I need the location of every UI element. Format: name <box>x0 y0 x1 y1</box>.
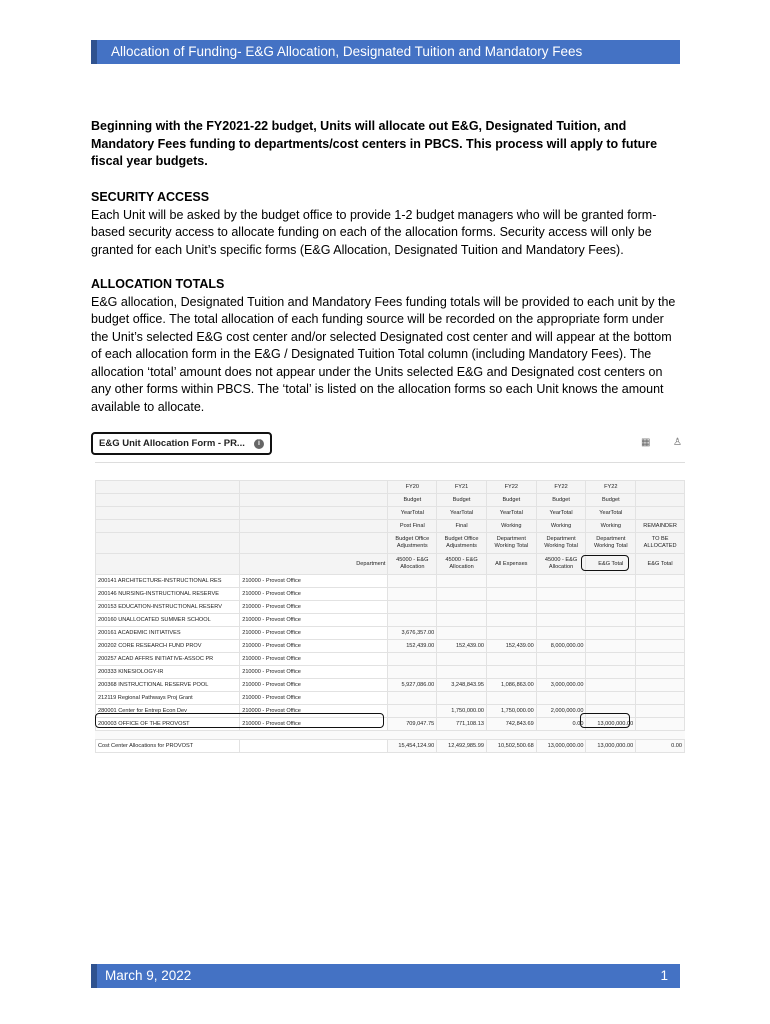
grid-header-cell: Budget <box>437 494 487 507</box>
table-row <box>96 640 685 653</box>
amount-cell[interactable] <box>636 588 685 601</box>
grid-header-row <box>96 533 685 554</box>
cost-center-cell: 200153 EDUCATION-INSTRUCTIONAL RESERV <box>96 601 240 614</box>
amount-cell[interactable] <box>486 575 536 588</box>
grid-header-cell: Final <box>437 520 487 533</box>
total-amount: 0.00 <box>636 740 685 753</box>
grid-header-cell: Budget <box>388 494 437 507</box>
grid-header-cell: Department <box>240 554 388 575</box>
total-row <box>96 740 685 753</box>
grid-header-cell: FY20 <box>388 481 437 494</box>
table-row <box>96 692 685 705</box>
amount-cell[interactable] <box>636 627 685 640</box>
grid-header-cell: Post Final <box>388 520 437 533</box>
grid-header-cell <box>240 507 388 520</box>
grid-header-cell: Working <box>536 520 586 533</box>
header-title: Allocation of Funding- E&G Allocation, Designated Tuition and Mandatory Fees <box>111 44 583 59</box>
department-cell: 210000 - Provost Office <box>240 627 388 640</box>
amount-cell[interactable] <box>636 640 685 653</box>
grid-header-cell: Budget <box>586 494 636 507</box>
department-cell: 210000 - Provost Office <box>240 588 388 601</box>
spacer-cell <box>536 731 586 740</box>
intro-paragraph: Beginning with the FY2021-22 budget, Units will allocate out E&G, Designated Tuition, and Mandatory Fees funding to departments/cost centers in PBCS. This process will apply to future fiscal year budgets. <box>91 119 658 168</box>
amount-cell[interactable] <box>486 653 536 666</box>
amount-cell[interactable] <box>486 601 536 614</box>
amount-cell[interactable] <box>536 666 586 679</box>
amount-cell[interactable]: 152,439.00 <box>486 640 536 653</box>
table-row <box>96 666 685 679</box>
department-cell: 210000 - Provost Office <box>240 601 388 614</box>
department-cell: 210000 - Provost Office <box>240 679 388 692</box>
form-screenshot <box>91 430 686 760</box>
amount-cell[interactable] <box>636 653 685 666</box>
amount-cell[interactable]: 742,843.69 <box>486 718 536 731</box>
amount-cell[interactable]: 0.00 <box>536 718 586 731</box>
cost-center-cell: 200257 ACAD AFFRS INITIATIVE-ASSOC PR <box>96 653 240 666</box>
grid-header-cell: Working <box>586 520 636 533</box>
amount-cell[interactable] <box>586 705 636 718</box>
amount-cell[interactable] <box>536 575 586 588</box>
grid-header-cell <box>96 520 240 533</box>
section-heading: ALLOCATION TOTALS <box>91 277 225 291</box>
amount-cell[interactable] <box>536 653 586 666</box>
amount-cell[interactable] <box>486 692 536 705</box>
cost-center-cell: 212119 Regional Pathways Proj Grant <box>96 692 240 705</box>
cost-center-cell: 280001 Center for Entrep Econ Dev <box>96 705 240 718</box>
department-cell: 210000 - Provost Office <box>240 705 388 718</box>
grid-header-cell: Department Working Total <box>586 533 636 554</box>
grid-spacer <box>96 731 685 740</box>
amount-cell[interactable] <box>437 588 487 601</box>
amount-cell[interactable] <box>486 588 536 601</box>
grid-header-cell: Working <box>486 520 536 533</box>
grid-header-cell: FY22 <box>586 481 636 494</box>
section-text: E&G allocation, Designated Tuition and Mandatory Fees funding totals will be provided to each unit by the budget office. The total allocation of each funding source will be recorded on the appropriate form under the Unit’s selected E&G cost center and/or selected Designated cost center and will appear at the bottom of each allocation form in the E&G / Designated Tuition Total column (including Mandatory Fees). The allocation ‘total’ amount does not appear under the Units selected E&G and Designated cost centers on any other forms within PBCS. The ‘total’ is listed on the allocation forms so each Unit knows the amount available to allocate. <box>91 294 676 414</box>
amount-cell[interactable] <box>586 575 636 588</box>
grid-header-cell <box>96 494 240 507</box>
amount-cell[interactable] <box>636 705 685 718</box>
amount-cell[interactable]: 3,676,357.00 <box>388 627 437 640</box>
amount-cell[interactable] <box>388 653 437 666</box>
grid-header-cell: FY22 <box>486 481 536 494</box>
grid-header-cell <box>240 494 388 507</box>
department-cell: 210000 - Provost Office <box>240 614 388 627</box>
spacer-cell <box>240 731 388 740</box>
total-amount: 15,454,124.90 <box>388 740 437 753</box>
amount-cell[interactable] <box>536 588 586 601</box>
grid-header-cell <box>240 481 388 494</box>
department-cell: 210000 - Provost Office <box>240 666 388 679</box>
amount-cell[interactable]: 5,927,086.00 <box>388 679 437 692</box>
spacer-cell <box>96 731 240 740</box>
spacer-cell <box>437 731 487 740</box>
amount-cell[interactable]: 1,750,000.00 <box>486 705 536 718</box>
total-amount: 12,492,985.99 <box>437 740 487 753</box>
amount-cell[interactable] <box>536 614 586 627</box>
amount-cell[interactable]: 13,000,000.00 <box>586 718 636 731</box>
department-cell: 210000 - Provost Office <box>240 653 388 666</box>
amount-cell[interactable]: 2,000,000.00 <box>536 705 586 718</box>
amount-cell[interactable] <box>388 575 437 588</box>
grid-header-cell <box>636 481 685 494</box>
grid-header-cell: YearTotal <box>586 507 636 520</box>
table-row <box>96 679 685 692</box>
grid-header-row <box>96 520 685 533</box>
section-text: Each Unit will be asked by the budget office to provide 1-2 budget managers who will be granted form-based security access to allocate funding on each of the allocation forms. Security access will only be granted for each Unit’s specific forms (E&G Allocation, Designated Tuition and Mandatory Fees). <box>91 207 657 257</box>
grid-header-cell: YearTotal <box>536 507 586 520</box>
grid-header-cell: Budget Office Adjustments <box>437 533 487 554</box>
footer-date: March 9, 2022 <box>105 968 192 983</box>
amount-cell[interactable] <box>388 601 437 614</box>
table-row <box>96 614 685 627</box>
grid-header-cell <box>96 507 240 520</box>
total-label: Cost Center Allocations for PROVOST <box>96 740 240 753</box>
amount-cell[interactable] <box>388 692 437 705</box>
amount-cell[interactable] <box>636 718 685 731</box>
table-row <box>96 575 685 588</box>
amount-cell[interactable] <box>586 679 636 692</box>
grid-header-cell: E&G Total <box>586 554 636 575</box>
table-row <box>96 718 685 731</box>
allocation-totals-section <box>91 276 680 416</box>
amount-cell[interactable]: 8,000,000.00 <box>536 640 586 653</box>
amount-cell[interactable] <box>536 601 586 614</box>
grid-header-cell: All Expenses <box>486 554 536 575</box>
amount-cell[interactable] <box>388 705 437 718</box>
amount-cell[interactable]: 709,047.75 <box>388 718 437 731</box>
spacer-cell <box>586 731 636 740</box>
grid-header-cell: Department Working Total <box>486 533 536 554</box>
amount-cell[interactable]: 1,750,000.00 <box>437 705 487 718</box>
table-row <box>96 601 685 614</box>
grid-header-row <box>96 554 685 575</box>
grid-header-cell: FY22 <box>536 481 586 494</box>
amount-cell[interactable] <box>586 588 636 601</box>
department-cell: 210000 - Provost Office <box>240 640 388 653</box>
form-title[interactable] <box>91 432 272 455</box>
grid-header-cell <box>240 520 388 533</box>
grid-header-cell: Budget <box>536 494 586 507</box>
amount-cell[interactable] <box>486 614 536 627</box>
grid-header-cell <box>636 494 685 507</box>
amount-cell[interactable] <box>437 653 487 666</box>
total-amount <box>240 740 388 753</box>
grid-header-cell: 45000 - E&G Allocation <box>388 554 437 575</box>
amount-cell[interactable] <box>586 640 636 653</box>
person-icon[interactable]: ♙ <box>673 437 682 448</box>
amount-cell[interactable] <box>586 666 636 679</box>
divider <box>95 462 685 463</box>
grid-header-cell: 45000 - E&G Allocation <box>437 554 487 575</box>
table-row <box>96 705 685 718</box>
grid-header-cell: YearTotal <box>388 507 437 520</box>
grid-header-cell <box>96 481 240 494</box>
amount-cell[interactable] <box>636 614 685 627</box>
amount-cell[interactable] <box>636 666 685 679</box>
amount-cell[interactable] <box>636 679 685 692</box>
spacer-cell <box>388 731 437 740</box>
cost-center-cell: 200160 UNALLOCATED SUMMER SCHOOL <box>96 614 240 627</box>
grid-header-cell: 45000 - E&G Allocation <box>536 554 586 575</box>
amount-cell[interactable] <box>486 666 536 679</box>
grid-header-cell: FY21 <box>437 481 487 494</box>
page-number: 1 <box>660 968 668 983</box>
grid-header-row <box>96 481 685 494</box>
grid-header-cell <box>96 533 240 554</box>
grid-options-icon[interactable]: ▦ <box>641 437 651 448</box>
grid-header-cell <box>636 507 685 520</box>
section-heading: SECURITY ACCESS <box>91 190 210 204</box>
amount-cell[interactable] <box>437 614 487 627</box>
amount-cell[interactable] <box>586 627 636 640</box>
cost-center-cell: 200368 INSTRUCTIONAL RESERVE POOL <box>96 679 240 692</box>
grid-header-cell: E&G Total <box>636 554 685 575</box>
cost-center-cell: 200202 CORE RESEARCH FUND PROV <box>96 640 240 653</box>
department-cell: 210000 - Provost Office <box>240 718 388 731</box>
grid-header-cell: Department Working Total <box>536 533 586 554</box>
table-row <box>96 588 685 601</box>
amount-cell[interactable] <box>636 692 685 705</box>
grid-header-row <box>96 507 685 520</box>
page-header <box>91 40 680 64</box>
amount-cell[interactable] <box>437 692 487 705</box>
total-amount: 10,502,500.68 <box>486 740 536 753</box>
grid-header-cell: Budget Office Adjustments <box>388 533 437 554</box>
cost-center-cell: 200333 KINESIOLOGY-IR <box>96 666 240 679</box>
amount-cell[interactable] <box>388 588 437 601</box>
spacer-cell <box>486 731 536 740</box>
table-row <box>96 627 685 640</box>
department-cell: 210000 - Provost Office <box>240 692 388 705</box>
amount-cell[interactable] <box>388 666 437 679</box>
cost-center-cell: 200003 OFFICE OF THE PROVOST <box>96 718 240 731</box>
total-amount: 13,000,000.00 <box>586 740 636 753</box>
security-access-section <box>91 189 680 259</box>
grid-header-cell: REMAINDER <box>636 520 685 533</box>
amount-cell[interactable] <box>437 575 487 588</box>
amount-cell[interactable] <box>437 666 487 679</box>
amount-cell[interactable]: 152,439.00 <box>437 640 487 653</box>
amount-cell[interactable]: 771,108.13 <box>437 718 487 731</box>
info-icon[interactable]: i <box>254 439 264 449</box>
page-footer <box>91 964 680 988</box>
amount-cell[interactable] <box>437 627 487 640</box>
amount-cell[interactable] <box>586 614 636 627</box>
grid-header-cell <box>240 533 388 554</box>
form-title-text: E&G Unit Allocation Form - PR... <box>99 438 245 449</box>
grid-header-row <box>96 494 685 507</box>
amount-cell[interactable] <box>388 614 437 627</box>
amount-cell[interactable]: 1,086,863.00 <box>486 679 536 692</box>
amount-cell[interactable] <box>437 601 487 614</box>
amount-cell[interactable] <box>536 627 586 640</box>
grid-header-cell: Budget <box>486 494 536 507</box>
cost-center-cell: 200161 ACADEMIC INITIATIVES <box>96 627 240 640</box>
amount-cell[interactable] <box>486 627 536 640</box>
grid-header-cell: TO BE ALLOCATED <box>636 533 685 554</box>
grid-header-cell: YearTotal <box>486 507 536 520</box>
amount-cell[interactable]: 152,439.00 <box>388 640 437 653</box>
cost-center-cell: 200141 ARCHITECTURE-INSTRUCTIONAL RES <box>96 575 240 588</box>
amount-cell[interactable]: 3,248,843.95 <box>437 679 487 692</box>
amount-cell[interactable]: 3,000,000.00 <box>536 679 586 692</box>
spacer-cell <box>636 731 685 740</box>
cost-center-cell: 200146 NURSING-INSTRUCTIONAL RESERVE <box>96 588 240 601</box>
grid-header-cell <box>96 554 240 575</box>
table-row <box>96 653 685 666</box>
amount-cell[interactable] <box>586 601 636 614</box>
amount-cell[interactable] <box>586 692 636 705</box>
amount-cell[interactable] <box>636 601 685 614</box>
amount-cell[interactable] <box>586 653 636 666</box>
allocation-grid <box>95 480 685 753</box>
total-amount: 13,000,000.00 <box>536 740 586 753</box>
department-cell: 210000 - Provost Office <box>240 575 388 588</box>
amount-cell[interactable] <box>536 692 586 705</box>
grid-header-cell: YearTotal <box>437 507 487 520</box>
amount-cell[interactable] <box>636 575 685 588</box>
